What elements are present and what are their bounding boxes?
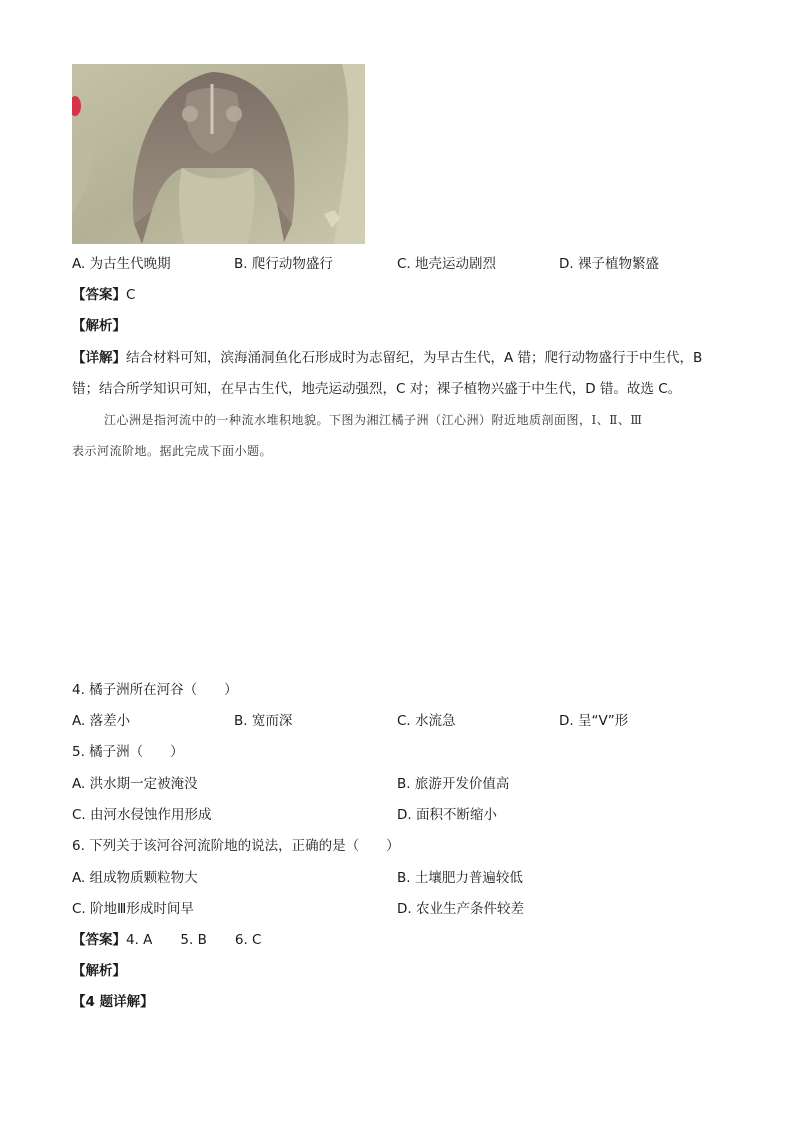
q5-stem: 5. 橘子洲（ ） [72, 744, 184, 760]
q3-option-a: A. 为古生代晚期 [72, 256, 171, 272]
q4-option-d: D. 呈“V”形 [559, 713, 629, 729]
detail-text-1: 结合材料可知，滨海涌洞鱼化石形成时为志留纪，为早古生代，A 错；爬行动物盛行于中生代，B [126, 350, 703, 366]
figure-placeholder [72, 468, 722, 668]
q5-option-a: A. 洪水期一定被淹没 [72, 776, 198, 792]
analysis-label-2: 【解析】 [72, 963, 126, 979]
q4-option-b: B. 宽而深 [234, 713, 293, 729]
answer-4: 4. A [126, 932, 153, 948]
q5-option-d: D. 面积不断缩小 [397, 807, 497, 823]
answer-label: 【答案】 [72, 287, 126, 303]
q3-detail-line-2: 错；结合所学知识可知，在早古生代，地壳运动强烈，C 对；裸子植物兴盛于中生代，D 错。故选 C。 [72, 381, 682, 397]
q4-detail-label: 【4 题详解】 [72, 994, 154, 1010]
q4-option-a: A. 落差小 [72, 713, 131, 729]
q3-detail-line-1 [72, 349, 702, 367]
q3-analysis-label: 【解析】 [72, 318, 126, 334]
q6-option-c: C. 阶地Ⅲ形成时间早 [72, 901, 194, 917]
answers-4-6 [72, 931, 261, 949]
q3-option-d: D. 裸子植物繁盛 [559, 256, 659, 272]
answer-5: 5. B [180, 932, 207, 948]
detail-label: 【详解】 [72, 350, 126, 366]
q6-option-a: A. 组成物质颗粒物大 [72, 870, 198, 886]
q4-stem: 4. 橘子洲所在河谷（ ） [72, 682, 238, 698]
passage-line-1: 江心洲是指河流中的一种流水堆积地貌。下图为湘江橘子洲（江心洲）附近地质剖面图，Ⅰ、Ⅱ、Ⅲ [104, 413, 643, 427]
q3-option-b: B. 爬行动物盛行 [234, 256, 333, 272]
answer-6: 6. C [234, 932, 262, 948]
fossil-photo [72, 64, 365, 244]
q5-option-c: C. 由河水侵蚀作用形成 [72, 807, 212, 823]
q3-option-c: C. 地壳运动剧烈 [397, 256, 497, 272]
q3-answer [72, 286, 135, 304]
q5-option-b: B. 旅游开发价值高 [397, 776, 510, 792]
q6-option-b: B. 土壤肥力普遍较低 [397, 870, 523, 886]
q6-option-d: D. 农业生产条件较差 [397, 901, 524, 917]
q4-option-c: C. 水流急 [397, 713, 456, 729]
answers-label: 【答案】 [72, 932, 126, 948]
answer-value: C [126, 287, 136, 303]
passage-line-2: 表示河流阶地。据此完成下面小题。 [72, 444, 273, 458]
q6-stem: 6. 下列关于该河谷河流阶地的说法，正确的是（ ） [72, 838, 400, 854]
